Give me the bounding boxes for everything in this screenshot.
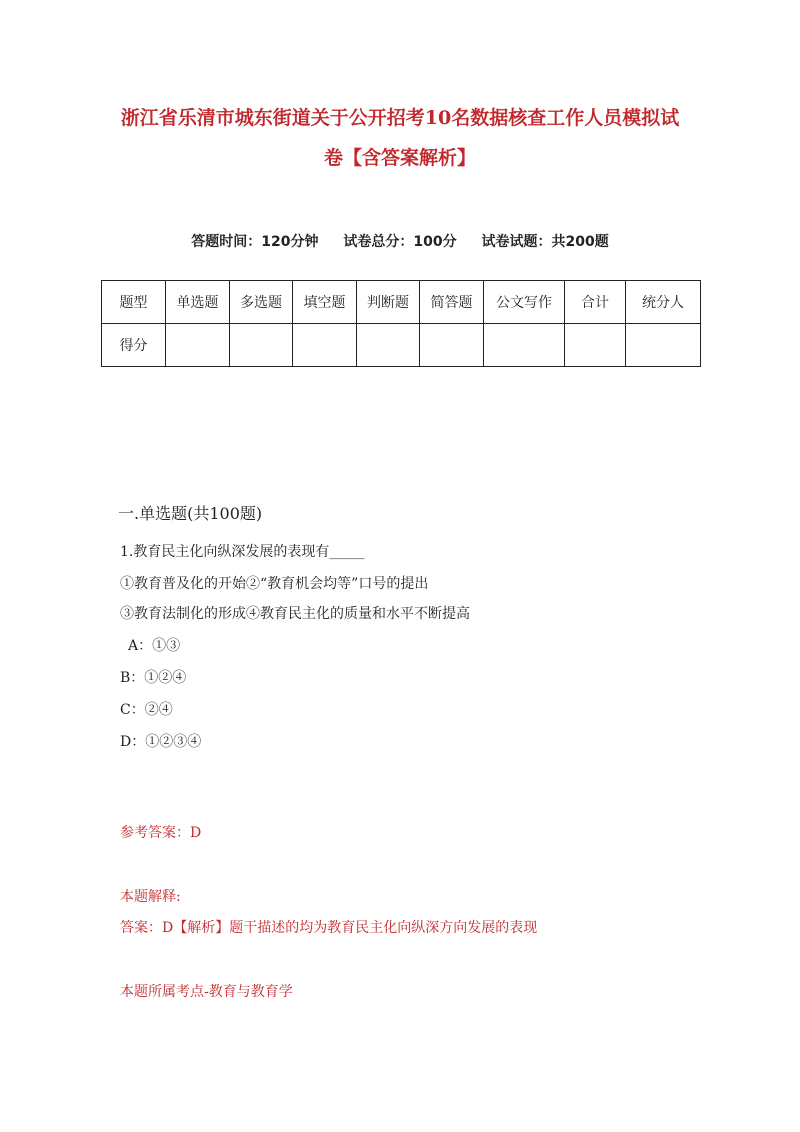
header-cell: 判断题 [357,281,420,324]
score-cell [166,324,230,367]
document-title-line1: 浙江省乐清市城东街道关于公开招考10名数据核查工作人员模拟试 [120,107,680,129]
option-a: A：①③ [128,638,181,654]
document-title-line2: 卷【含答案解析】 [323,147,476,169]
header-cell: 简答题 [420,281,484,324]
explanation-label: 本题解释: [120,889,181,905]
score-cell [420,324,484,367]
exam-time: 答题时间：120分钟 [191,234,319,250]
question-statement-1: ①教育普及化的开始②“教育机会均等”口号的提出 [120,576,429,592]
section-heading: 一.单选题(共100题) [118,504,263,523]
score-cell [293,324,357,367]
header-cell: 填空题 [293,281,357,324]
header-cell: 单选题 [166,281,230,324]
header-cell: 公文写作 [484,281,565,324]
reference-answer: 参考答案：D [120,825,202,841]
question-statement-2: ③教育法制化的形成④教育民主化的质量和水平不断提高 [120,606,470,622]
exam-question-count: 试卷试题：共200题 [481,234,609,250]
option-d: D：①②③④ [120,734,202,750]
score-table [101,280,701,367]
score-row-label: 得分 [102,324,166,367]
option-b: B：①②④ [120,670,187,686]
score-cell [357,324,420,367]
header-cell: 统分人 [626,281,701,324]
exam-meta [0,231,800,251]
question-stem: 1.教育民主化向纵深发展的表现有_____ [120,544,365,560]
score-cell [626,324,701,367]
option-c: C：②④ [120,702,173,718]
score-cell [230,324,293,367]
score-table-score-row [102,324,701,367]
exam-total-score: 试卷总分：100分 [343,234,457,250]
header-cell: 多选题 [230,281,293,324]
header-cell: 题型 [102,281,166,324]
score-cell [565,324,626,367]
explanation-text: 答案：D【解析】题干描述的均为教育民主化向纵深方向发展的表现 [120,920,538,936]
score-table-header-row [102,281,701,324]
score-cell [484,324,565,367]
topic-label: 本题所属考点-教育与教育学 [120,984,293,1000]
header-cell: 合计 [565,281,626,324]
